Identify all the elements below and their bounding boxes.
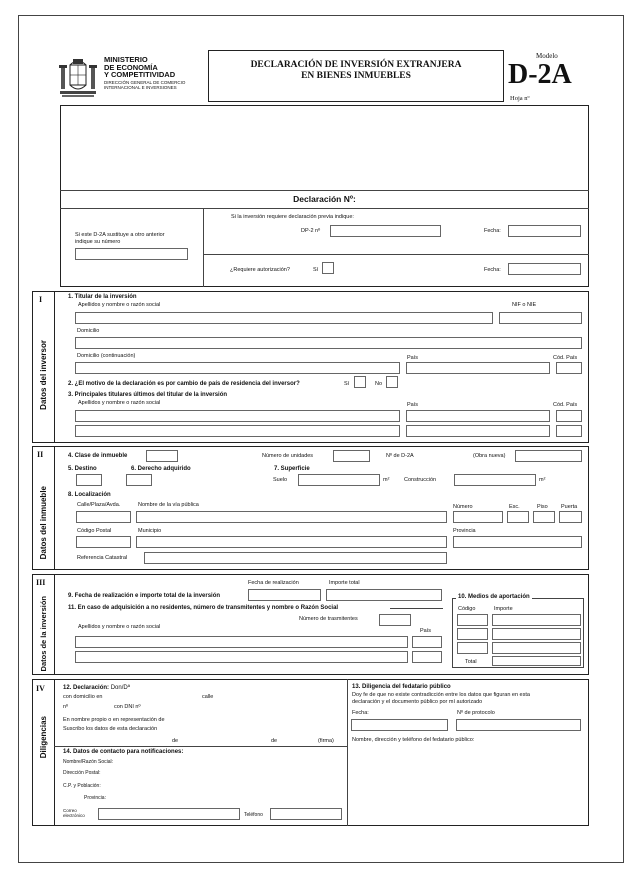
street-number-input[interactable] xyxy=(453,511,503,523)
m2b-label: m² xyxy=(539,477,546,483)
contribution-code-input-1[interactable] xyxy=(457,614,488,626)
authorization-label: ¿Requiere autorización? xyxy=(230,267,290,273)
declaration-number-label: Declaración Nº: xyxy=(293,194,356,204)
ministry-line3: Y COMPETITIVIDAD xyxy=(104,70,176,79)
address-cont-label: Domicilio (continuación) xyxy=(77,353,136,359)
d2a-number-input[interactable] xyxy=(515,450,582,462)
section-1-side-label-box xyxy=(33,340,53,410)
previous-d2a-input[interactable] xyxy=(75,248,188,260)
n-label: nº xyxy=(63,704,69,710)
street-name-input[interactable] xyxy=(136,511,447,523)
s11-title: 11. En caso de adquisición a no residentes, número de transmitentes y nombre o Razón Social xyxy=(68,605,339,611)
nif-input[interactable] xyxy=(499,312,582,324)
units-label: Número de unidades xyxy=(262,453,314,459)
province-input[interactable] xyxy=(453,536,582,548)
domicile-label: con domicilio en xyxy=(63,694,103,700)
transferor-name-input-2[interactable] xyxy=(75,651,408,663)
s13-date-label: Fecha: xyxy=(352,710,369,716)
total-amount-input[interactable] xyxy=(326,589,442,601)
contribution-total-label: Total xyxy=(465,659,477,665)
country-code-input[interactable] xyxy=(556,362,582,374)
cadastral-input[interactable] xyxy=(144,552,447,564)
s5-title: 5. Destino xyxy=(68,466,97,472)
address-input[interactable] xyxy=(75,337,582,349)
coat-of-arms-icon xyxy=(58,55,98,99)
section-2-side-label: Datos del inmueble xyxy=(38,486,48,560)
s7-title: 7. Superficie xyxy=(274,466,310,472)
postal-code-input[interactable] xyxy=(76,536,131,548)
s13-text-line2: declaración y el documento público por mí autorizado xyxy=(352,699,483,705)
transferors-label: Número de trasmitentes xyxy=(299,616,358,622)
province-label: Provincia xyxy=(453,528,476,534)
s2-yes-checkbox[interactable] xyxy=(354,376,366,388)
door-label: Puerta xyxy=(561,504,578,510)
land-label: Suelo xyxy=(273,477,288,483)
s11-country-label: País xyxy=(420,628,432,634)
property-class-input[interactable] xyxy=(146,450,178,462)
s3-name-label: Apellidos y nombre o razón social xyxy=(78,400,161,406)
transferor-country-input-1[interactable] xyxy=(412,636,442,648)
s12-title-line xyxy=(63,685,130,691)
contribution-code-input-2[interactable] xyxy=(457,628,488,640)
municipality-label: Municipio xyxy=(138,528,162,534)
realization-date-input[interactable] xyxy=(248,589,321,601)
section-1-side-label: Datos del inversor xyxy=(38,340,48,410)
divider xyxy=(203,254,589,255)
divider xyxy=(347,679,348,826)
signature-label: (firma) xyxy=(318,738,334,744)
s8-title: 8. Localización xyxy=(68,492,111,498)
address-label: Domicilio xyxy=(77,328,100,334)
transferor-country-input-2[interactable] xyxy=(412,651,442,663)
construction-surface-input[interactable] xyxy=(454,474,536,486)
form-title-line1: DECLARACIÓN DE INVERSIÓN EXTRANJERA xyxy=(250,60,462,70)
dp2-date-input[interactable] xyxy=(508,225,581,237)
m2-label: m² xyxy=(383,477,390,483)
owner-code-input-1[interactable] xyxy=(556,410,582,422)
floor-label: Piso xyxy=(537,504,548,510)
s6-title: 6. Derecho adquirido xyxy=(131,466,191,472)
country-code-label: Cód. País xyxy=(553,355,578,361)
email-label-line1: Correo xyxy=(63,808,77,813)
province-contact-label: Provincia: xyxy=(84,795,106,801)
section-4-side-label: Diligencias xyxy=(38,716,48,759)
s3-country-label: País xyxy=(407,402,419,408)
contribution-amount-label: Importe xyxy=(494,606,513,612)
dp2-date-label: Fecha: xyxy=(484,228,501,234)
owner-name-input-2[interactable] xyxy=(75,425,400,437)
destination-input[interactable] xyxy=(76,474,102,486)
stair-label: Esc. xyxy=(509,504,520,510)
s3-title: 3. Principales titulares últimos del titular de la inversión xyxy=(68,392,228,398)
phone-label: Teléfono xyxy=(244,812,263,818)
divider xyxy=(60,190,589,191)
s12-title-rest: Don/Dª xyxy=(110,685,130,691)
contribution-code-input-3[interactable] xyxy=(457,642,488,654)
country-label: País xyxy=(407,355,419,361)
street-type-label: Calle/Plaza/Avda. xyxy=(77,502,121,508)
dp2-label: DP-2 nº xyxy=(301,228,321,234)
contribution-amount-input-3[interactable] xyxy=(492,642,581,654)
directorate-line2: INTERNACIONAL E INVERSIONES xyxy=(104,85,177,90)
postal-address-label: Dirección Postal: xyxy=(63,770,101,776)
owner-name-input-1[interactable] xyxy=(75,410,400,422)
section-3-side-label: Datos de la inversión xyxy=(38,596,48,672)
ministry-block xyxy=(104,56,185,91)
section-3-side-label-box xyxy=(33,595,53,673)
s1-title: 1. Titular de la inversión xyxy=(68,294,137,300)
contribution-amount-input-2[interactable] xyxy=(492,628,581,640)
s2-title: 2. ¿El motivo de la declaración es por cambio de país de residencia del inversor? xyxy=(68,381,300,387)
s9-title: 9. Fecha de realización e importe total de la inversión xyxy=(68,593,221,599)
form-title-line2: EN BIENES INMUEBLES xyxy=(301,71,411,81)
cadastral-label: Referencia Catastral xyxy=(77,555,128,561)
land-surface-input[interactable] xyxy=(298,474,380,486)
transferor-name-input-1[interactable] xyxy=(75,636,408,648)
street-number-label: Número xyxy=(453,504,473,510)
ministry-line2: DE ECONOMÍA xyxy=(104,62,158,72)
title-box xyxy=(208,50,504,102)
ministry-line1: MINISTERIO xyxy=(104,55,148,64)
section-2-side-label-box xyxy=(33,486,53,560)
s10-title: 10. Medios de aportación xyxy=(458,594,530,600)
section-3-roman: III xyxy=(36,578,46,587)
section-4-roman: IV xyxy=(36,684,45,693)
protocol-number-input[interactable] xyxy=(456,719,581,731)
authorization-date-label: Fecha: xyxy=(484,267,501,273)
model-code: D-2A xyxy=(508,59,572,90)
substitutes-label: Si este D-2A sustituye a otro anterior xyxy=(75,232,165,238)
total-amount-label: Importe total xyxy=(329,580,360,586)
dp2-number-input[interactable] xyxy=(330,225,441,237)
divider xyxy=(54,746,347,747)
subscribe-label: Suscribo los datos de esta declaración xyxy=(63,726,158,732)
divider xyxy=(60,208,589,209)
cp-town-label: C.P. y Población: xyxy=(63,783,101,789)
dni-label: con DNI nº xyxy=(114,704,141,710)
postal-code-label: Código Postal xyxy=(77,528,112,534)
notary-date-input[interactable] xyxy=(351,719,448,731)
contact-name-label: Nombre/Razón Social: xyxy=(63,759,114,765)
email-label xyxy=(63,808,85,818)
notary-label: Nombre, dirección y teléfono del fedatario público: xyxy=(352,737,475,743)
email-label-line2: electrónico xyxy=(63,813,85,818)
divider xyxy=(54,446,55,570)
model-label: Modelo xyxy=(536,52,558,60)
divider xyxy=(54,574,55,675)
s13-title: 13. Diligencia del fedatario público xyxy=(352,684,451,690)
street-type-input[interactable] xyxy=(76,511,131,523)
units-input[interactable] xyxy=(333,450,370,462)
section-2-roman: II xyxy=(37,450,44,459)
s3-code-label: Cód. País xyxy=(553,402,578,408)
divider xyxy=(54,291,55,443)
s4-title: 4. Clase de inmueble xyxy=(68,453,128,459)
floor-input[interactable] xyxy=(533,511,555,523)
contribution-total-input[interactable] xyxy=(492,656,581,666)
directorate-line1: DIRECCIÓN GENERAL DE COMERCIO xyxy=(104,79,186,85)
realization-date-label: Fecha de realización xyxy=(248,580,299,586)
municipality-input[interactable] xyxy=(136,536,447,548)
street-name-label: Nombre de la vía pública xyxy=(138,502,199,508)
country-input[interactable] xyxy=(406,362,550,374)
nif-label: NIF o NIE xyxy=(512,302,537,308)
s12-title: 12. Declaración: xyxy=(63,685,110,691)
phone-input[interactable] xyxy=(270,808,342,820)
protocol-label: Nº de protocolo xyxy=(457,710,495,716)
divider xyxy=(390,608,443,609)
right-acquired-input[interactable] xyxy=(126,474,152,486)
divider xyxy=(203,208,204,287)
email-input[interactable] xyxy=(98,808,240,820)
transferors-input[interactable] xyxy=(379,614,411,626)
s2-no-checkbox[interactable] xyxy=(386,376,398,388)
substitutes-label-2: indique su número xyxy=(75,239,121,245)
contribution-amount-input-1[interactable] xyxy=(492,614,581,626)
sheet-label: Hoja nº xyxy=(510,95,530,102)
authorization-yes-checkbox[interactable] xyxy=(322,262,334,274)
investor-name-input[interactable] xyxy=(75,312,493,324)
owner-country-input-2[interactable] xyxy=(406,425,550,437)
contribution-code-label: Código xyxy=(458,606,476,612)
address-cont-input[interactable] xyxy=(75,362,400,374)
authorization-yes-label: Sí xyxy=(313,267,319,273)
s14-title: 14. Datos de contacto para notificaciones: xyxy=(63,749,184,755)
s2-yes-label: Sí xyxy=(344,381,350,387)
construction-label: Construcción xyxy=(404,477,437,483)
de-1: de xyxy=(172,738,179,744)
stair-input[interactable] xyxy=(507,511,529,523)
owner-code-input-2[interactable] xyxy=(556,425,582,437)
de-2: de xyxy=(271,738,278,744)
d2a-number-label: Nº de D-2A xyxy=(386,453,414,459)
prior-declaration-label: Si la inversión requiere declaración previa indique: xyxy=(231,214,354,220)
new-work-label: (Obra nueva) xyxy=(473,453,506,459)
representation-label: En nombre propio o en representación de xyxy=(63,717,165,723)
s1-name-label: Apellidos y nombre o razón social xyxy=(78,302,161,308)
s11-name-label: Apellidos y nombre o razón social xyxy=(78,624,161,630)
street-label: calle xyxy=(202,694,214,700)
authorization-date-input[interactable] xyxy=(508,263,581,275)
owner-country-input-1[interactable] xyxy=(406,410,550,422)
s13-text-line1: Doy fe de que no existe contradicción entre los datos que figuran en esta xyxy=(352,692,530,698)
door-input[interactable] xyxy=(559,511,582,523)
section-1-roman: I xyxy=(39,295,43,304)
section-4-side-label-box xyxy=(33,710,53,765)
s2-no-label: No xyxy=(375,381,383,387)
divider xyxy=(54,679,55,826)
